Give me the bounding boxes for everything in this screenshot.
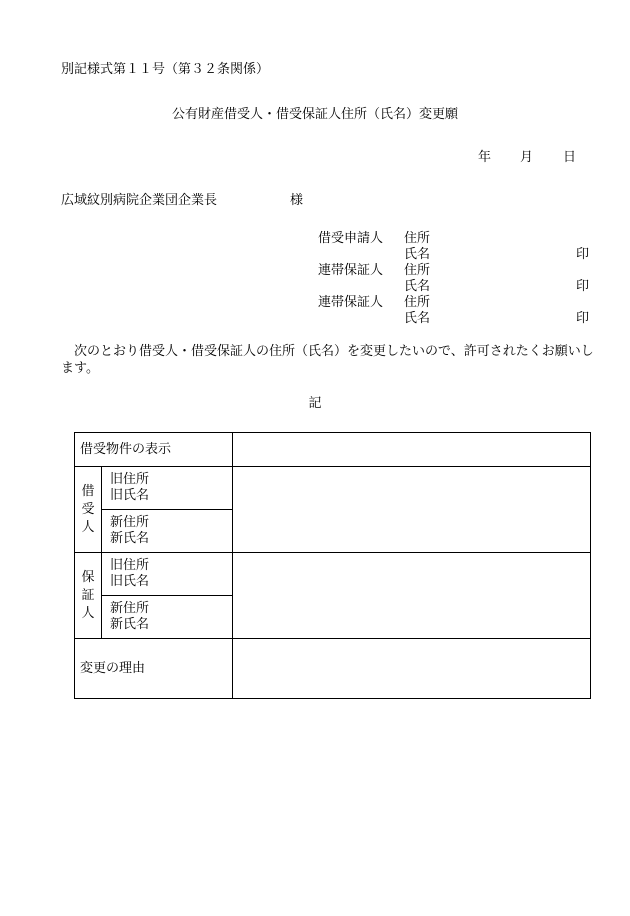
date-year-label: 年 — [478, 150, 492, 165]
party-name-label: 氏名 — [404, 247, 431, 262]
request-body-text: 次のとおり借受人・借受保証人の住所（氏名）を変更したいので、許可されたくお願いします。 — [61, 344, 594, 376]
party-address-label: 住所 — [404, 231, 431, 246]
property-display-label: 借受物件の表示 — [80, 442, 172, 457]
change-reason-label: 変更の理由 — [80, 661, 146, 676]
addressee-name: 広域紋別病院企業団企業長 — [61, 193, 218, 208]
date-day-label: 日 — [563, 150, 577, 165]
guarantor-group-label: 保証人 — [81, 570, 95, 621]
borrower-old-address-label: 旧住所 — [110, 472, 150, 487]
borrower-old-name-label: 旧氏名 — [110, 488, 150, 503]
seal-mark: 印 — [576, 279, 590, 294]
party-name-label: 氏名 — [404, 311, 431, 326]
party-role-guarantor-1: 連帯保証人 — [318, 263, 384, 278]
party-address-label: 住所 — [404, 295, 431, 310]
borrower-new-name-label: 新氏名 — [110, 531, 150, 546]
ki-heading: 記 — [308, 396, 322, 411]
party-role-guarantor-2: 連帯保証人 — [318, 295, 384, 310]
borrower-group-label: 借受人 — [81, 484, 95, 535]
party-role-applicant: 借受申請人 — [318, 231, 384, 246]
date-month-label: 月 — [520, 150, 534, 165]
guarantor-new-address-label: 新住所 — [110, 601, 150, 616]
seal-mark: 印 — [576, 311, 590, 326]
borrower-new-address-label: 新住所 — [110, 515, 150, 530]
guarantor-old-address-label: 旧住所 — [110, 558, 150, 573]
form-number: 別記様式第１１号（第３２条関係） — [61, 62, 270, 77]
party-address-label: 住所 — [404, 263, 431, 278]
seal-mark: 印 — [576, 247, 590, 262]
party-name-label: 氏名 — [404, 279, 431, 294]
document-title: 公有財産借受人・借受保証人住所（氏名）変更願 — [171, 107, 458, 122]
addressee-honorific: 様 — [290, 193, 304, 208]
guarantor-old-name-label: 旧氏名 — [110, 574, 150, 589]
guarantor-new-name-label: 新氏名 — [110, 617, 150, 632]
